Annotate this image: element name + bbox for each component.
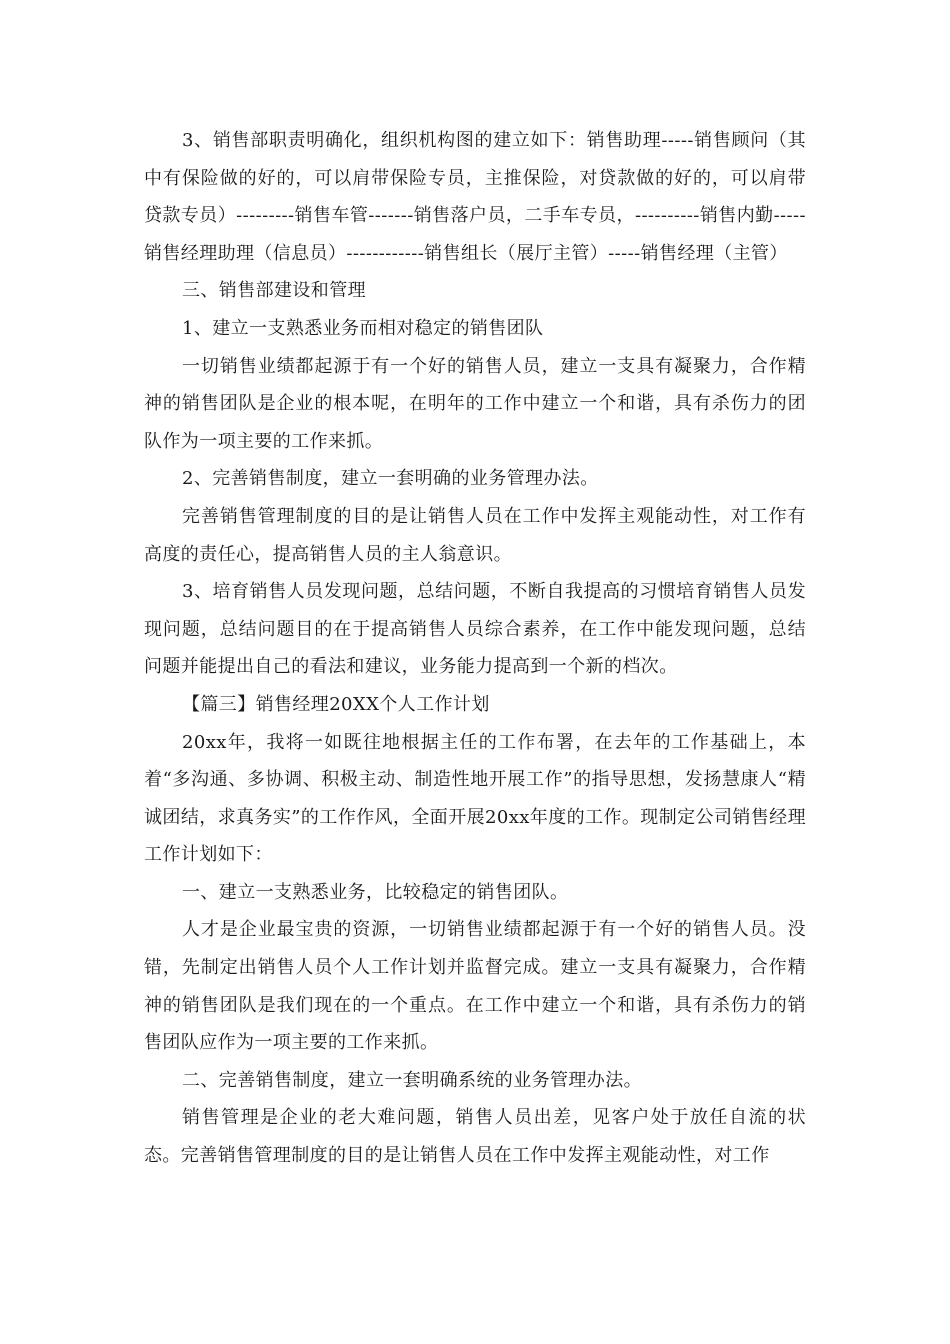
paragraph-talent-resource: 人才是企业最宝贵的资源，一切销售业绩都起源于有一个好的销售人员。没错，先制定出销售人员个人工作计划并监督完成。建立一支具有凝聚力，合作精神的销售团队是我们现在的一个重点。在工作中建立一个和谐，具有杀伤力的销售团队应作为一项主要的工作来抓。 (144, 919, 806, 1054)
chapter-heading-part-three: 【篇三】销售经理20XX个人工作计划 (182, 693, 490, 715)
subheading-stable-team: 一、建立一支熟悉业务，比较稳定的销售团队。 (182, 881, 569, 903)
paragraph-problem-finding: 3、培育销售人员发现问题，总结问题，不断自我提高的习惯培育销售人员发现问题，总结问题目的在于提高销售人员综合素养，在工作中能发现问题，总结问题并能提出自己的看法和建议，业务能力提高到一个新的档次。 (144, 581, 806, 678)
section-heading-team-management: 三、销售部建设和管理 (182, 280, 366, 302)
paragraph-org-structure: 3、销售部职责明确化，组织机构图的建立如下：销售助理-----销售顾问（其中有保险做的好的，可以肩带保险专员，主推保险，对贷款做的好的，可以肩带贷款专员）---------销售车管-------销售落户员，二手车专员，----------销售内勤-----销售经理助理（信息员）------------销售组长（展厅主管）-----销售经理（主管） (144, 130, 806, 264)
paragraph-sales-management-problem: 销售管理是企业的老大难问题，销售人员出差，见客户处于放任自流的状态。完善销售管理制度的目的是让销售人员在工作中发挥主观能动性，对工作 (144, 1107, 806, 1167)
subheading-sales-system: 2、完善销售制度，建立一套明确的业务管理办法。 (182, 468, 599, 490)
subheading-build-team: 1、建立一支熟悉业务而相对稳定的销售团队 (182, 317, 544, 339)
paragraph-team-cohesion: 一切销售业绩都起源于有一个好的销售人员，建立一支具有凝聚力，合作精神的销售团队是企业的根本呢，在明年的工作中建立一个和谐，具有杀伤力的团队作为一项主要的工作来抓。 (144, 355, 806, 452)
subheading-system-management: 二、完善销售制度，建立一套明确系统的业务管理办法。 (182, 1069, 642, 1091)
paragraph-annual-plan-intro: 20xx年，我将一如既往地根据主任的工作布署，在去年的工作基础上，本着“多沟通、多协调、积极主动、制造性地开展工作”的指导思想，发扬慧康人“精诚团结，求真务实”的工作作风，全面开展20xx年度的工作。现制定公司销售经理工作计划如下： (144, 731, 806, 866)
paragraph-management-goal: 完善销售管理制度的目的是让销售人员在工作中发挥主观能动性，对工作有高度的责任心，提高销售人员的主人翁意识。 (144, 505, 806, 565)
document-page (144, 122, 806, 1175)
